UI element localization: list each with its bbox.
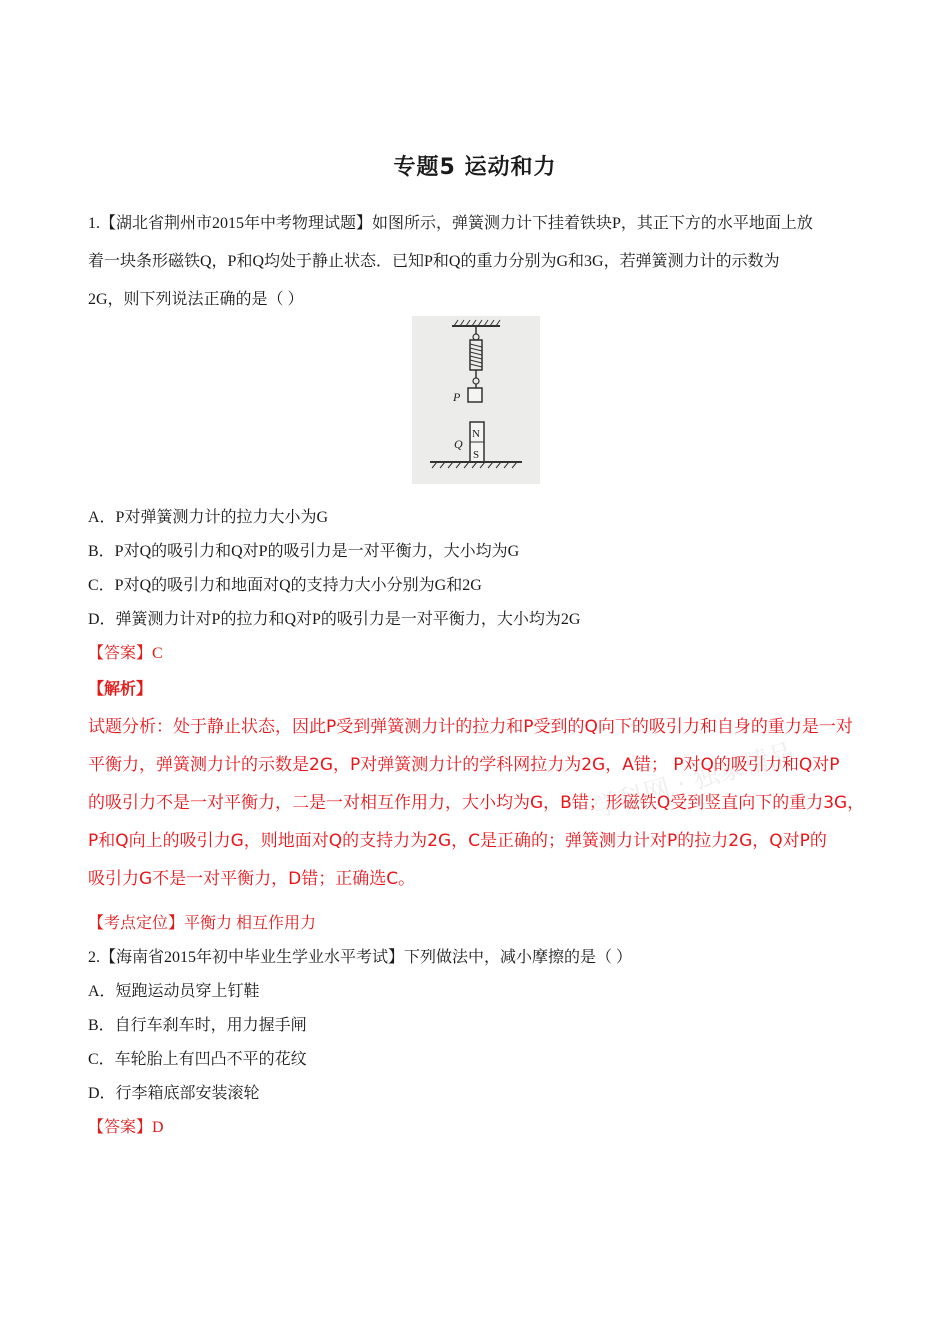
analysis-line-1: 试题分析：处于静止状态，因此P受到弹簧测力计的拉力和P受到的Q向下的吸引力和自身的重力是一对 xyxy=(88,717,853,737)
q2-option-d: D．行李箱底部安装滚轮 xyxy=(88,1085,260,1102)
analysis-label: 【解析】 xyxy=(88,681,153,698)
answer-label: 【答案】 xyxy=(88,1119,153,1136)
spring-scale-diagram xyxy=(412,316,540,484)
answer-label: 【答案】 xyxy=(88,645,153,662)
q1-option-d: D．弹簧测力计对P的拉力和Q对P的吸引力是一对平衡力，大小均为2G xyxy=(88,611,581,628)
label-s: S xyxy=(473,449,480,461)
q1-stem-line-2: 着一块条形磁铁Q，P和Q均处于静止状态．已知P和Q的重力分别为G和3G，若弹簧测力计的示数为 xyxy=(88,253,780,270)
q1-option-a: A．P对弹簧测力计的拉力大小为G xyxy=(88,509,329,526)
q1-answer xyxy=(88,640,163,663)
analysis-line-3: 的吸引力不是一对平衡力，二是一对相互作用力，大小均为G，B错；形磁铁Q受到竖直向下的重力3G， xyxy=(88,793,865,813)
q1-kaodian xyxy=(88,910,316,933)
answer-value: D xyxy=(152,1119,164,1136)
analysis-line-4: P和Q向上的吸引力G，则地面对Q的支持力为2G，C是正确的；弹簧测力计对P的拉力2G，Q对P的 xyxy=(88,831,827,851)
q2-stem: 2.【海南省2015年初中毕业生学业水平考试】下列做法中，减小摩擦的是（ ） xyxy=(88,949,633,966)
analysis-line-2: 平衡力，弹簧测力计的示数是2G，P对弹簧测力计的学科网拉力为2G，A错； P对Q的吸引力和Q对P xyxy=(88,755,840,775)
kaodian-value: 平衡力 相互作用力 xyxy=(184,915,317,932)
q1-stem-line-3: 2G，则下列说法正确的是（ ） xyxy=(88,291,304,308)
q2-option-c: C．车轮胎上有凹凸不平的花纹 xyxy=(88,1051,307,1068)
analysis-line-5: 吸引力G不是一对平衡力，D错；正确选C。 xyxy=(88,869,416,889)
q1-option-c: C．P对Q的吸引力和地面对Q的支持力大小分别为G和2G xyxy=(88,577,482,594)
page-title: 专题5 运动和力 xyxy=(393,155,557,180)
spring-scale-figure xyxy=(412,316,540,484)
label-n: N xyxy=(472,428,480,440)
label-q: Q xyxy=(454,437,463,451)
q2-option-b: B．自行车刹车时，用力握手闸 xyxy=(88,1017,307,1034)
q2-answer xyxy=(88,1114,164,1137)
q1-option-b: B．P对Q的吸引力和Q对P的吸引力是一对平衡力，大小均为G xyxy=(88,543,520,560)
kaodian-label: 【考点定位】 xyxy=(88,915,185,932)
q2-option-a: A．短跑运动员穿上钉鞋 xyxy=(88,983,260,1000)
label-p: P xyxy=(453,390,461,404)
answer-value: C xyxy=(152,645,163,662)
watermark: 学科网 · 独家精品 xyxy=(590,737,798,824)
q1-stem-line-1: 1.【湖北省荆州市2015年中考物理试题】如图所示，弹簧测力计下挂着铁块P，其正下方的水平地面上放 xyxy=(88,215,813,232)
